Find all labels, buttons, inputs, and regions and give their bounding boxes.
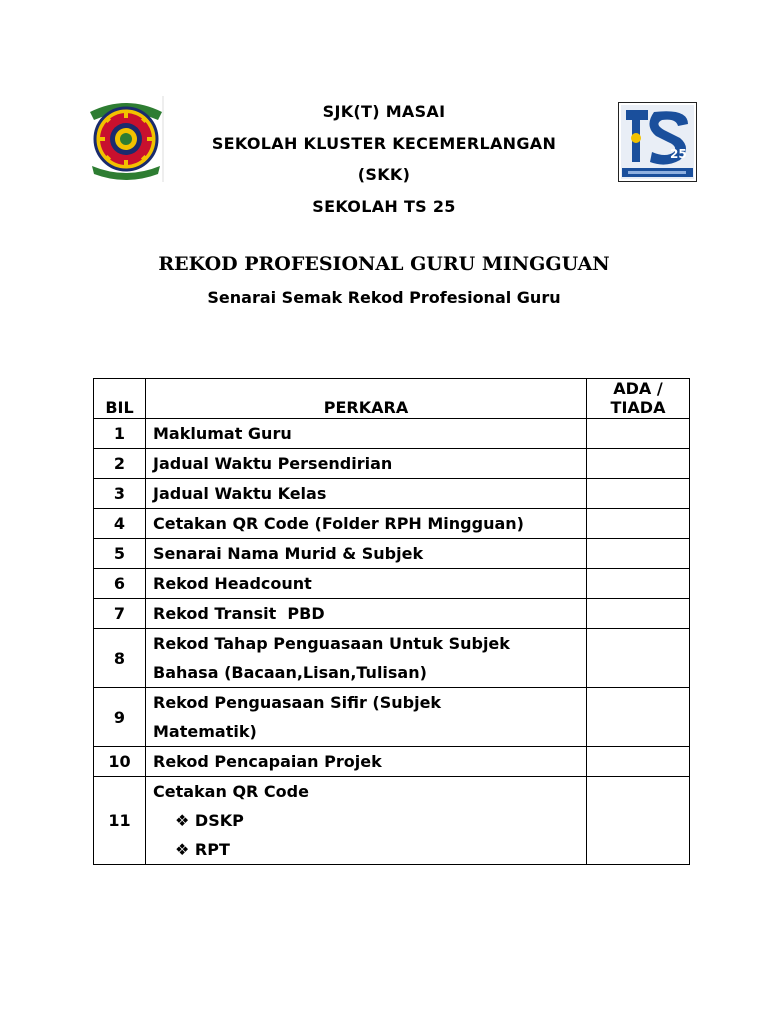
table-row — [94, 509, 690, 539]
row-bil: 10 — [94, 747, 146, 777]
bullet-dskp: ❖ DSKP — [175, 811, 244, 830]
row-ada-tiada-cell[interactable] — [587, 747, 690, 777]
header-ada-tiada — [587, 379, 690, 419]
school-name: SJK(T) MASAI — [322, 102, 446, 121]
row-perkara — [146, 688, 587, 747]
row-ada-tiada-cell[interactable] — [587, 629, 690, 688]
row-perkara: Rekod Headcount — [146, 569, 587, 599]
table-row — [94, 419, 690, 449]
table-row — [94, 688, 690, 747]
row-bil: 6 — [94, 569, 146, 599]
header-ada-line1: ADA / — [613, 379, 663, 398]
table-row — [94, 747, 690, 777]
row-ada-tiada-cell[interactable] — [587, 449, 690, 479]
header-bil: BIL — [94, 379, 146, 419]
table-header-row — [94, 379, 690, 419]
table-row — [94, 569, 690, 599]
row-bil: 3 — [94, 479, 146, 509]
checklist-table — [93, 378, 690, 865]
row-perkara-line1: Rekod Tahap Penguasaan Untuk Subjek — [153, 634, 510, 653]
table-row — [94, 777, 690, 865]
table-row — [94, 479, 690, 509]
school-cluster-abbrev: (SKK) — [357, 165, 411, 184]
row-perkara — [146, 777, 587, 865]
row-bil: 5 — [94, 539, 146, 569]
row-perkara: Jadual Waktu Kelas — [146, 479, 587, 509]
row-ada-tiada-cell[interactable] — [587, 599, 690, 629]
table-row — [94, 599, 690, 629]
row-ada-tiada-cell[interactable] — [587, 569, 690, 599]
row-ada-tiada-cell[interactable] — [587, 509, 690, 539]
row-bil: 11 — [94, 777, 146, 865]
table-row — [94, 539, 690, 569]
header-perkara: PERKARA — [146, 379, 587, 419]
row-perkara: Maklumat Guru — [146, 419, 587, 449]
row-perkara: Rekod Transit PBD — [146, 599, 587, 629]
row-bil: 9 — [94, 688, 146, 747]
header-ada-line2: TIADA — [610, 398, 666, 417]
row-ada-tiada-cell[interactable] — [587, 539, 690, 569]
row-bil: 8 — [94, 629, 146, 688]
school-cluster-line: SEKOLAH KLUSTER KECEMERLANGAN — [211, 134, 557, 153]
row-bil: 2 — [94, 449, 146, 479]
row-bil: 1 — [94, 419, 146, 449]
table-row — [94, 629, 690, 688]
ts25-logo-number: 25 — [670, 147, 687, 161]
row-perkara: Jadual Waktu Persendirian — [146, 449, 587, 479]
row-perkara: Senarai Nama Murid & Subjek — [146, 539, 587, 569]
ts25-logo — [618, 102, 697, 182]
row-bil: 7 — [94, 599, 146, 629]
row-ada-tiada-cell[interactable] — [587, 688, 690, 747]
row-ada-tiada-cell[interactable] — [587, 479, 690, 509]
document-title: REKOD PROFESIONAL GURU MINGGUAN — [158, 253, 610, 275]
row-perkara: Rekod Pencapaian Projek — [146, 747, 587, 777]
table-row — [94, 449, 690, 479]
bullet-rpt: ❖ RPT — [175, 840, 230, 859]
row-perkara-line1: Rekod Penguasaan Sifir (Subjek — [153, 693, 442, 712]
school-ts25-line: SEKOLAH TS 25 — [312, 197, 456, 216]
row-perkara-line1: Cetakan QR Code — [153, 782, 309, 801]
row-perkara: Cetakan QR Code (Folder RPH Mingguan) — [146, 509, 587, 539]
row-ada-tiada-cell[interactable] — [587, 777, 690, 865]
row-perkara — [146, 629, 587, 688]
row-perkara-line2: Matematik) — [153, 722, 257, 741]
row-ada-tiada-cell[interactable] — [587, 419, 690, 449]
row-bil: 4 — [94, 509, 146, 539]
document-subtitle: Senarai Semak Rekod Profesional Guru — [207, 288, 561, 307]
row-perkara-line2: Bahasa (Bacaan,Lisan,Tulisan) — [153, 663, 427, 682]
